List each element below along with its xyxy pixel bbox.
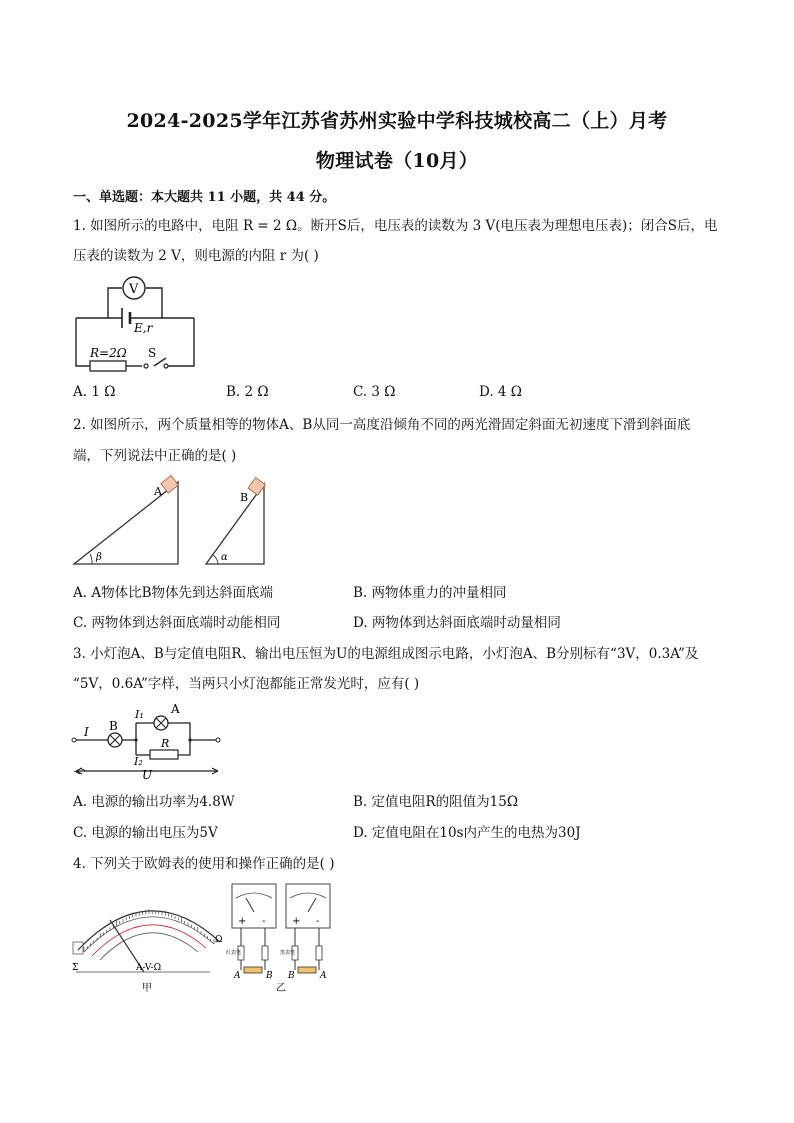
label-current-2: I₂ (134, 755, 143, 768)
dial-left-box (73, 942, 83, 954)
label-voltage: U (142, 768, 153, 782)
caption-right: 乙 (276, 983, 286, 994)
q3-option-a[interactable]: A. 电源的输出功率为4.8W (73, 794, 235, 810)
dial-omega-label: Ω (215, 935, 223, 945)
q2-option-b[interactable]: B. 两物体重力的冲量相同 (353, 585, 507, 601)
meter-right-plus: + (292, 916, 301, 927)
q4-ohmmeter-connection-figure (228, 880, 348, 995)
label-a: A (154, 485, 162, 498)
angle-beta: β (96, 552, 102, 563)
meter-right-minus: - (316, 916, 320, 927)
q2-option-c[interactable]: C. 两物体到达斜面底端时动能相同 (73, 615, 281, 631)
voltmeter-label: V (129, 282, 139, 297)
lamp-a-symbol (154, 716, 168, 730)
label-current-1: I₁ (135, 708, 144, 721)
q1-circuit-diagram (70, 274, 200, 374)
q2-incline-diagram (70, 470, 280, 570)
switch-label: S (148, 346, 157, 360)
incline-left (74, 482, 178, 564)
q1-option-a[interactable]: A. 1 Ω (73, 384, 116, 400)
q1-stem-line1: 1. 如图所示的电路中，电阻 R = 2 Ω。断开S后，电压表的读数为 3 V(电压表为理想电压表)；闭合S后，电 (73, 218, 718, 234)
label-lamp-a: A (171, 702, 180, 716)
exam-title-line2: 物理试卷（10月） (315, 150, 479, 172)
q3-stem-line2: “5V，0.6A”字样，当两只小灯泡都能正常发光时，应有( ) (73, 676, 420, 692)
meter-right-node-b: B (288, 971, 295, 981)
lamp-b-symbol (108, 733, 122, 747)
label-resistor-r: R (161, 737, 170, 750)
resistor-r-symbol (150, 750, 178, 759)
meter-left-plus: + (238, 916, 247, 927)
q1-option-c[interactable]: C. 3 Ω (353, 384, 396, 400)
q3-option-d[interactable]: D. 定值电阻在10s内产生的电热为30J (353, 825, 581, 841)
resistor-label: R=2Ω (90, 346, 127, 360)
battery-label: E,r (134, 321, 153, 335)
q3-option-b[interactable]: B. 定值电阻R的阻值为15Ω (353, 794, 519, 810)
q2-stem-line1: 2. 如图所示，两个质量相等的物体A、B从同一高度沿倾角不同的两光滑固定斜面无初速度下滑到斜面底 (73, 417, 691, 433)
meter-left-node-b: B (266, 971, 273, 981)
q2-option-a[interactable]: A. A物体比B物体先到达斜面底端 (73, 585, 274, 601)
q4-multimeter-dial-figure (70, 880, 230, 995)
caption-left: 甲 (142, 983, 152, 994)
meter-left-node-a: A (234, 971, 241, 981)
label-current-total: I (84, 725, 89, 739)
q3-stem-line1: 3. 小灯泡A、B与定值电阻R、输出电压恒为U的电源组成图示电路，小灯泡A、B分别标有“3V，0.3A”及 (73, 646, 699, 662)
meter-right (280, 884, 330, 981)
switch-contact-right (164, 364, 168, 368)
exam-title-line1: 2024-2025学年江苏省苏州实验中学科技城校高二（上）月考 (126, 110, 668, 132)
meter-right-probe-black: 黑表笔 (280, 950, 296, 956)
q1-option-d[interactable]: D. 4 Ω (479, 384, 522, 400)
q3-option-c[interactable]: C. 电源的输出电压为5V (73, 825, 218, 841)
incline-right (206, 484, 264, 564)
label-b: B (240, 491, 249, 504)
dial-sigma-label: Σ (72, 963, 79, 973)
meter-left-minus: - (262, 916, 266, 927)
angle-alpha: α (221, 552, 228, 563)
meter-right-node-a: A (320, 971, 327, 981)
q4-stem-line1: 4. 下列关于欧姆表的使用和操作正确的是( ) (73, 856, 335, 872)
section-heading: 一、单选题：本大题共 11 小题，共 44 分。 (73, 190, 336, 205)
q3-circuit-diagram (72, 702, 232, 782)
meter-left-probe-red: 红表笔 (226, 950, 242, 956)
q1-stem-line2: 压表的读数为 2 V，则电源的内阻 r 为( ) (73, 248, 319, 264)
label-lamp-b: B (109, 719, 118, 733)
switch-contact-left (144, 364, 148, 368)
dial-meter-label: A-V-Ω (136, 963, 162, 973)
q1-option-b[interactable]: B. 2 Ω (226, 384, 269, 400)
resistor-symbol (90, 361, 126, 371)
q2-stem-line2: 端，下列说法中正确的是( ) (73, 448, 237, 464)
q2-option-d[interactable]: D. 两物体到达斜面底端时动量相同 (353, 615, 561, 631)
meter-left (226, 884, 276, 981)
